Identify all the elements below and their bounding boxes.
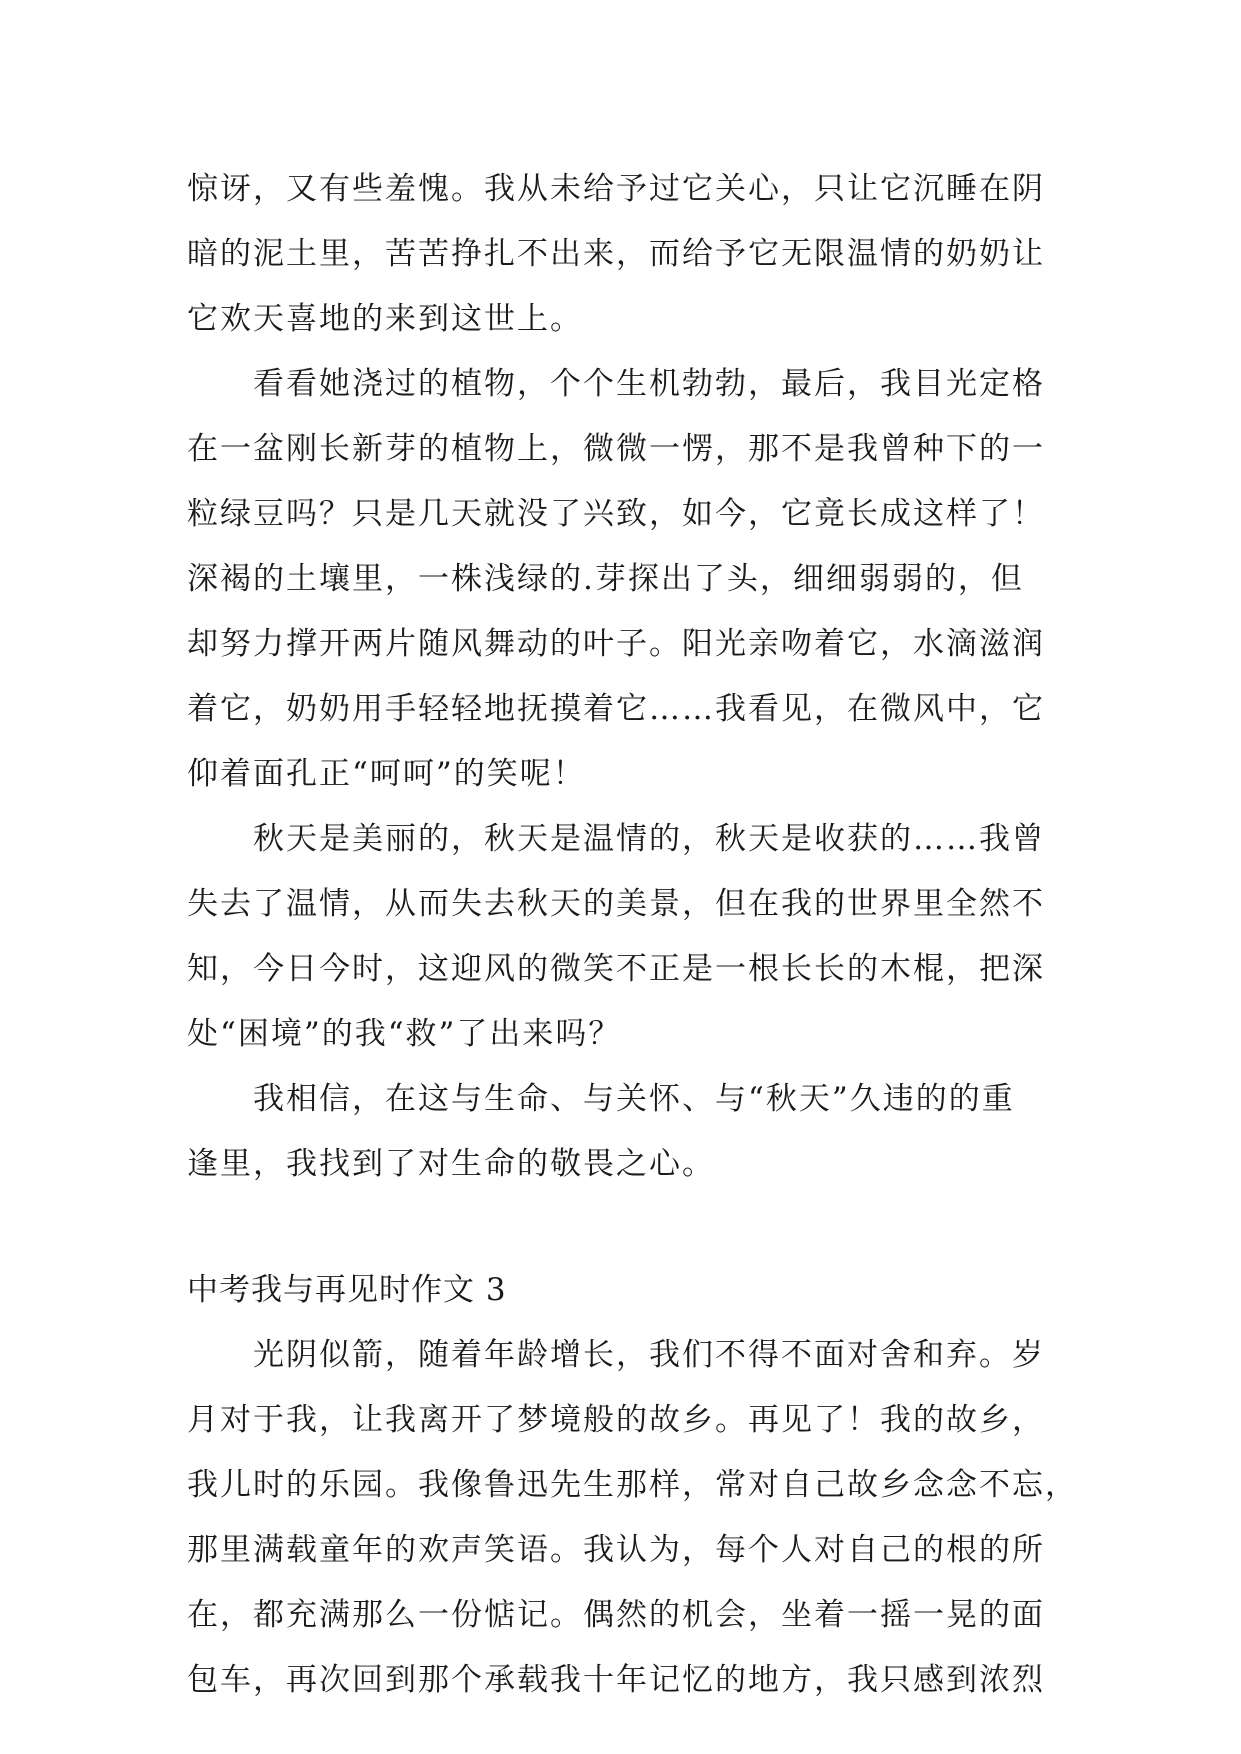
text-line: 我相信，在这与生命、与关怀、与“秋天”久违的的重 [253,1081,1015,1117]
text-line: 秋天是美丽的，秋天是温情的，秋天是收获的……我曾 [253,821,1045,857]
text-line: 光阴似箭，随着年龄增长，我们不得不面对舍和弃。岁 [253,1337,1045,1373]
text-line: 惊讶，又有些羞愧。我从未给予过它关心，只让它沉睡在阴 [187,171,1045,207]
text-line: 那里满载童年的欢声笑语。我认为，每个人对自己的根的所 [187,1532,1045,1568]
paragraph [187,1067,1057,1197]
text-line: 知，今日今时，这迎风的微笑不正是一根长长的木棍，把深 [187,951,1045,987]
text-line: 我儿时的乐园。我像鲁迅先生那样，常对自己故乡念念不忘， [187,1467,1078,1503]
text-line: 深褐的土壤里，一株浅绿的.芽探出了头，细细弱弱的，但 [187,561,1024,597]
text-line: 逢里，我找到了对生命的敬畏之心。 [187,1146,715,1182]
paragraph [187,352,1057,807]
paragraph [187,807,1057,1067]
text-line: 却努力撑开两片随风舞动的叶子。阳光亲吻着它，水滴滋润 [187,626,1045,662]
text-line: 包车，再次回到那个承载我十年记忆的地方，我只感到浓烈 [187,1662,1045,1698]
text-line: 暗的泥土里，苦苦挣扎不出来，而给予它无限温情的奶奶让 [187,236,1045,272]
text-line: 着它，奶奶用手轻轻地抚摸着它……我看见，在微风中，它 [187,691,1045,727]
paragraph [187,1323,1078,1713]
paragraph [187,157,1057,352]
text-line: 在一盆刚长新芽的植物上，微微一愣，那不是我曾种下的一 [187,431,1045,467]
text-line: 粒绿豆吗？只是几天就没了兴致，如今，它竟长成这样了！ [187,496,1045,532]
text-line: 月对于我，让我离开了梦境般的故乡。再见了！我的故乡， [187,1402,1045,1438]
text-line: 它欢天喜地的来到这世上。 [187,301,583,337]
document-body [187,157,1078,1713]
section-heading: 中考我与再见时作文 3 [187,1272,507,1308]
text-line: 仰着面孔正“呵呵”的笑呢！ [187,756,586,792]
text-line: 处“困境”的我“救”了出来吗？ [187,1016,622,1052]
text-line: 看看她浇过的植物，个个生机勃勃，最后，我目光定格 [253,366,1045,402]
text-line: 在，都充满那么一份惦记。偶然的机会，坐着一摇一晃的面 [187,1597,1045,1633]
text-line: 失去了温情，从而失去秋天的美景，但在我的世界里全然不 [187,886,1045,922]
